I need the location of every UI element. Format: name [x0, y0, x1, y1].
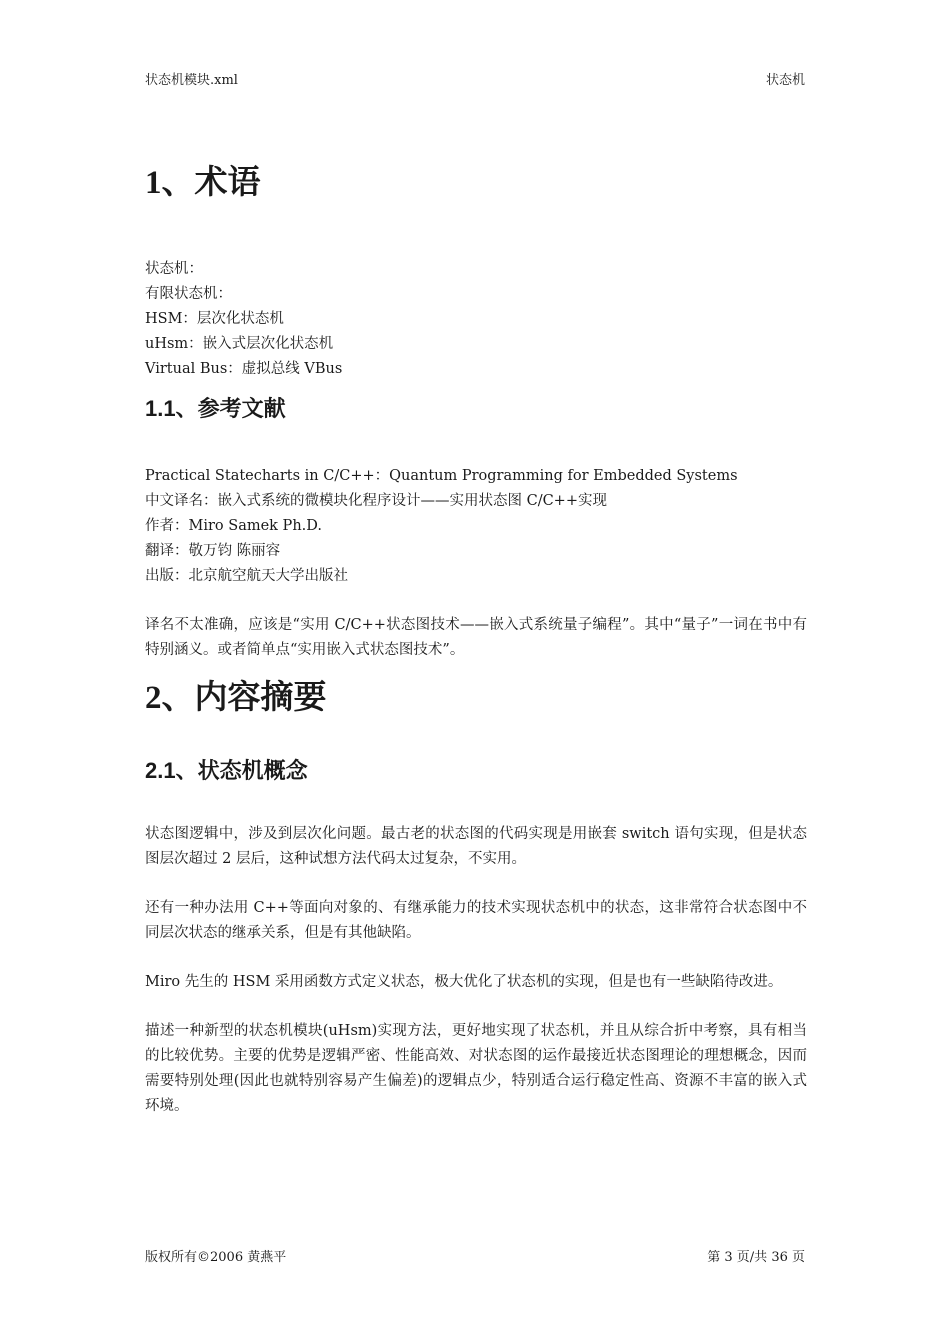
section-1-1-heading — [145, 394, 807, 424]
footer-copyright: 版权所有©2006 黄燕平 — [145, 1250, 287, 1265]
reference-item: 翻译：敬万钧 陈丽容 — [145, 543, 281, 559]
section-1-title: 、术语 — [161, 162, 261, 201]
term-item: uHsm：嵌入式层次化状态机 — [145, 336, 334, 352]
section-2-1-title: 、状态机概念 — [175, 758, 308, 784]
body-paragraph: 描述一种新型的状态机模块(uHsm)实现方法，更好地实现了状态机，并且从综合折中考察，具有相当的比较优势。主要的优势是逻辑严密、性能高效、对状态图的运作最接近状态图理论的理想概念，因而需要特别处理(因此也就特别容易产生偏差)的逻辑点少，特别适合运行稳定性高、资源不丰富的嵌入式环境。 — [145, 1023, 807, 1114]
term-item: HSM：层次化状态机 — [145, 311, 284, 327]
references-list — [145, 464, 807, 589]
section-1-heading — [145, 160, 807, 205]
reference-item: Practical Statecharts in C/C++：Quantum Programming for Embedded Systems — [145, 468, 738, 484]
body-paragraph: Miro 先生的 HSM 采用函数方式定义状态，极大优化了状态机的实现，但是也有一些缺陷待改进。 — [145, 974, 783, 990]
section-2-title: 、内容摘要 — [161, 677, 327, 716]
section-1-number: 1 — [145, 165, 162, 201]
section-2-1-heading — [145, 756, 807, 786]
body-paragraph: 状态图逻辑中，涉及到层次化问题。最古老的状态图的代码实现是用嵌套 switch 语句实现，但是状态图层次超过 2 层后，这种试想方法代码太过复杂，不实用。 — [145, 826, 807, 867]
body-paragraph: 还有一种办法用 C++等面向对象的、有继承能力的技术实现状态机中的状态，这非常符合状态图中不同层次状态的继承关系，但是有其他缺陷。 — [145, 900, 807, 941]
section-1-1-number: 1.1 — [145, 396, 176, 421]
reference-item: 出版：北京航空航天大学出版社 — [145, 568, 348, 584]
footer-page-number: 第 3 页/共 36 页 — [707, 1250, 805, 1265]
header-filename: 状态机模块.xml — [145, 73, 238, 88]
header-title: 状态机 — [765, 73, 805, 88]
term-item: 状态机： — [145, 261, 203, 277]
section-1-1-title: 、参考文献 — [175, 396, 286, 422]
section-2-number: 2 — [145, 680, 162, 716]
translation-note: 译名不太准确，应该是“实用 C/C++状态图技术——嵌入式系统量子编程”。其中“量子”一词在书中有特别涵义。或者简单点“实用嵌入式状态图技术”。 — [145, 617, 807, 658]
page-content — [145, 160, 807, 1119]
reference-item: 中文译名：嵌入式系统的微模块化程序设计——实用状态图 C/C++实现 — [145, 493, 607, 509]
term-item: 有限状态机： — [145, 286, 232, 302]
reference-item: 作者：Miro Samek Ph.D. — [145, 518, 322, 534]
term-item: Virtual Bus：虚拟总线 VBus — [145, 361, 343, 377]
section-2-1-number: 2.1 — [145, 758, 176, 783]
section-2-heading — [145, 675, 807, 720]
terms-list — [145, 257, 807, 382]
